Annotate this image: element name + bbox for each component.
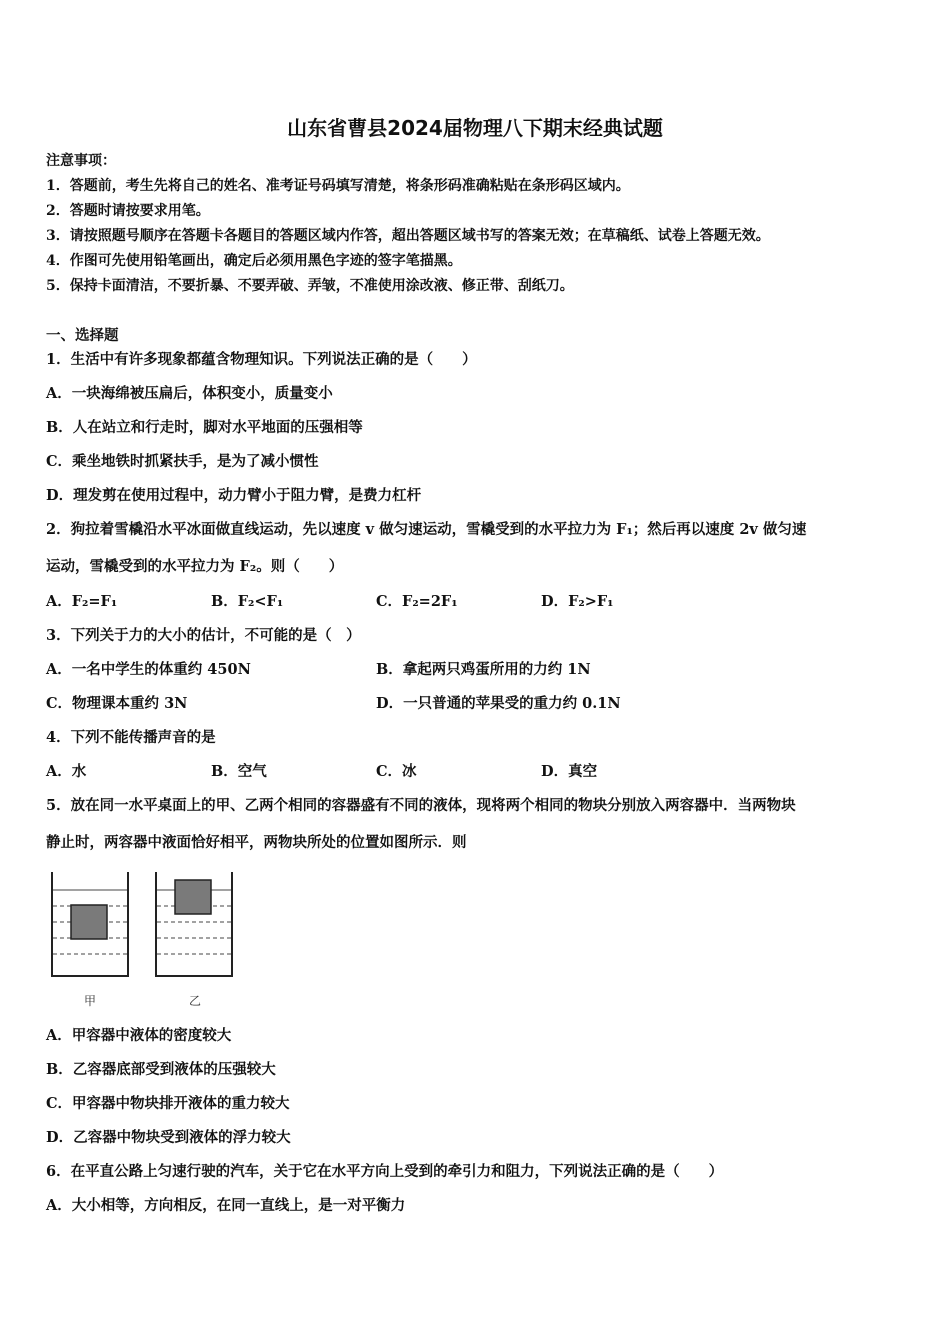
q3-option-c: C．物理课本重约 3N [46, 695, 188, 712]
q3-option-d: D．一只普通的苹果受的重力约 0.1N [376, 695, 621, 712]
notice-item: 5．保持卡面清洁，不要折暴、不要弄破、弄皱，不准使用涂改液、修正带、刮纸刀。 [46, 278, 574, 294]
q1-option-d: D．理发剪在使用过程中，动力臂小于阻力臂，是费力杠杆 [46, 487, 422, 504]
q6-option-a: A．大小相等，方向相反，在同一直线上，是一对平衡力 [46, 1197, 406, 1214]
q4-option-a: A．水 [46, 763, 87, 780]
question-3-stem: 3．下列关于力的大小的估计，不可能的是（ ） [46, 627, 361, 644]
question-6-stem: 6．在平直公路上匀速行驶的汽车，关于它在水平方向上受到的牵引力和阻力，下列说法正确的是（ ） [46, 1163, 724, 1180]
q2-option-d: D．F₂>F₁ [541, 593, 614, 610]
q2-option-a: A．F₂=F₁ [46, 593, 118, 610]
notice-item: 4．作图可先使用铅笔画出，确定后必须用黑色字迹的签字笔描黑。 [46, 253, 462, 269]
q5-option-b: B．乙容器底部受到液体的压强较大 [46, 1061, 276, 1078]
page-title: 山东省曹县2024届物理八下期末经典试题 [287, 116, 663, 140]
q5-option-a: A．甲容器中液体的密度较大 [46, 1027, 232, 1044]
question-2-stem-line2: 运动，雪橇受到的水平拉力为 F₂。则（ ） [46, 558, 344, 575]
notice-heading: 注意事项： [46, 153, 116, 169]
q1-option-b: B．人在站立和行走时，脚对水平地面的压强相等 [46, 419, 363, 436]
question-5-stem-line1: 5．放在同一水平桌面上的甲、乙两个相同的容器盛有不同的液体，现将两个相同的物块分别放入两容器中．当两物块 [46, 797, 796, 814]
q2-option-c: C．F₂=2F₁ [376, 593, 458, 610]
question-5-stem-line2: 静止时，两容器中液面恰好相平，两物块所处的位置如图所示．则 [46, 834, 467, 851]
container-jia [52, 872, 128, 976]
q3-option-a: A．一名中学生的体重约 450N [46, 661, 251, 678]
containers-diagram [46, 868, 246, 980]
notice-item: 3．请按照题号顺序在答题卡各题目的答题区域内作答，超出答题区域书写的答案无效；在草稿纸、试卷上答题无效。 [46, 228, 770, 244]
notice-item: 2．答题时请按要求用笔。 [46, 203, 210, 219]
notice-item: 1．答题前，考生先将自己的姓名、准考证号码填写清楚，将条形码准确粘贴在条形码区域内。 [46, 178, 630, 194]
q5-option-c: C．甲容器中物块排开液体的重力较大 [46, 1095, 290, 1112]
q1-option-c: C．乘坐地铁时抓紧扶手，是为了减小惯性 [46, 453, 319, 470]
block-yi [175, 880, 211, 914]
section-heading: 一、选择题 [46, 327, 119, 344]
q5-option-d: D．乙容器中物块受到液体的浮力较大 [46, 1129, 291, 1146]
question-1-stem: 1．生活中有许多现象都蕴含物理知识。下列说法正确的是（ ） [46, 351, 477, 368]
q1-option-a: A．一块海绵被压扁后，体积变小，质量变小 [46, 385, 333, 402]
q4-option-d: D．真空 [541, 763, 598, 780]
figure-label-yi: 乙 [189, 994, 202, 1008]
q4-option-c: C．冰 [376, 763, 417, 780]
q3-option-b: B．拿起两只鸡蛋所用的力约 1N [376, 661, 591, 678]
q4-option-b: B．空气 [211, 763, 267, 780]
figure-label-jia: 甲 [84, 994, 97, 1008]
block-jia [71, 905, 107, 939]
question-2-stem-line1: 2．狗拉着雪橇沿水平冰面做直线运动，先以速度 v 做匀速运动，雪橇受到的水平拉力为 F₁；然后再以速度 2v 做匀速 [46, 521, 807, 538]
q2-option-b: B．F₂<F₁ [211, 593, 284, 610]
containers-figure [46, 868, 246, 1008]
question-4-stem: 4．下列不能传播声音的是 [46, 729, 216, 746]
container-yi [156, 872, 232, 976]
